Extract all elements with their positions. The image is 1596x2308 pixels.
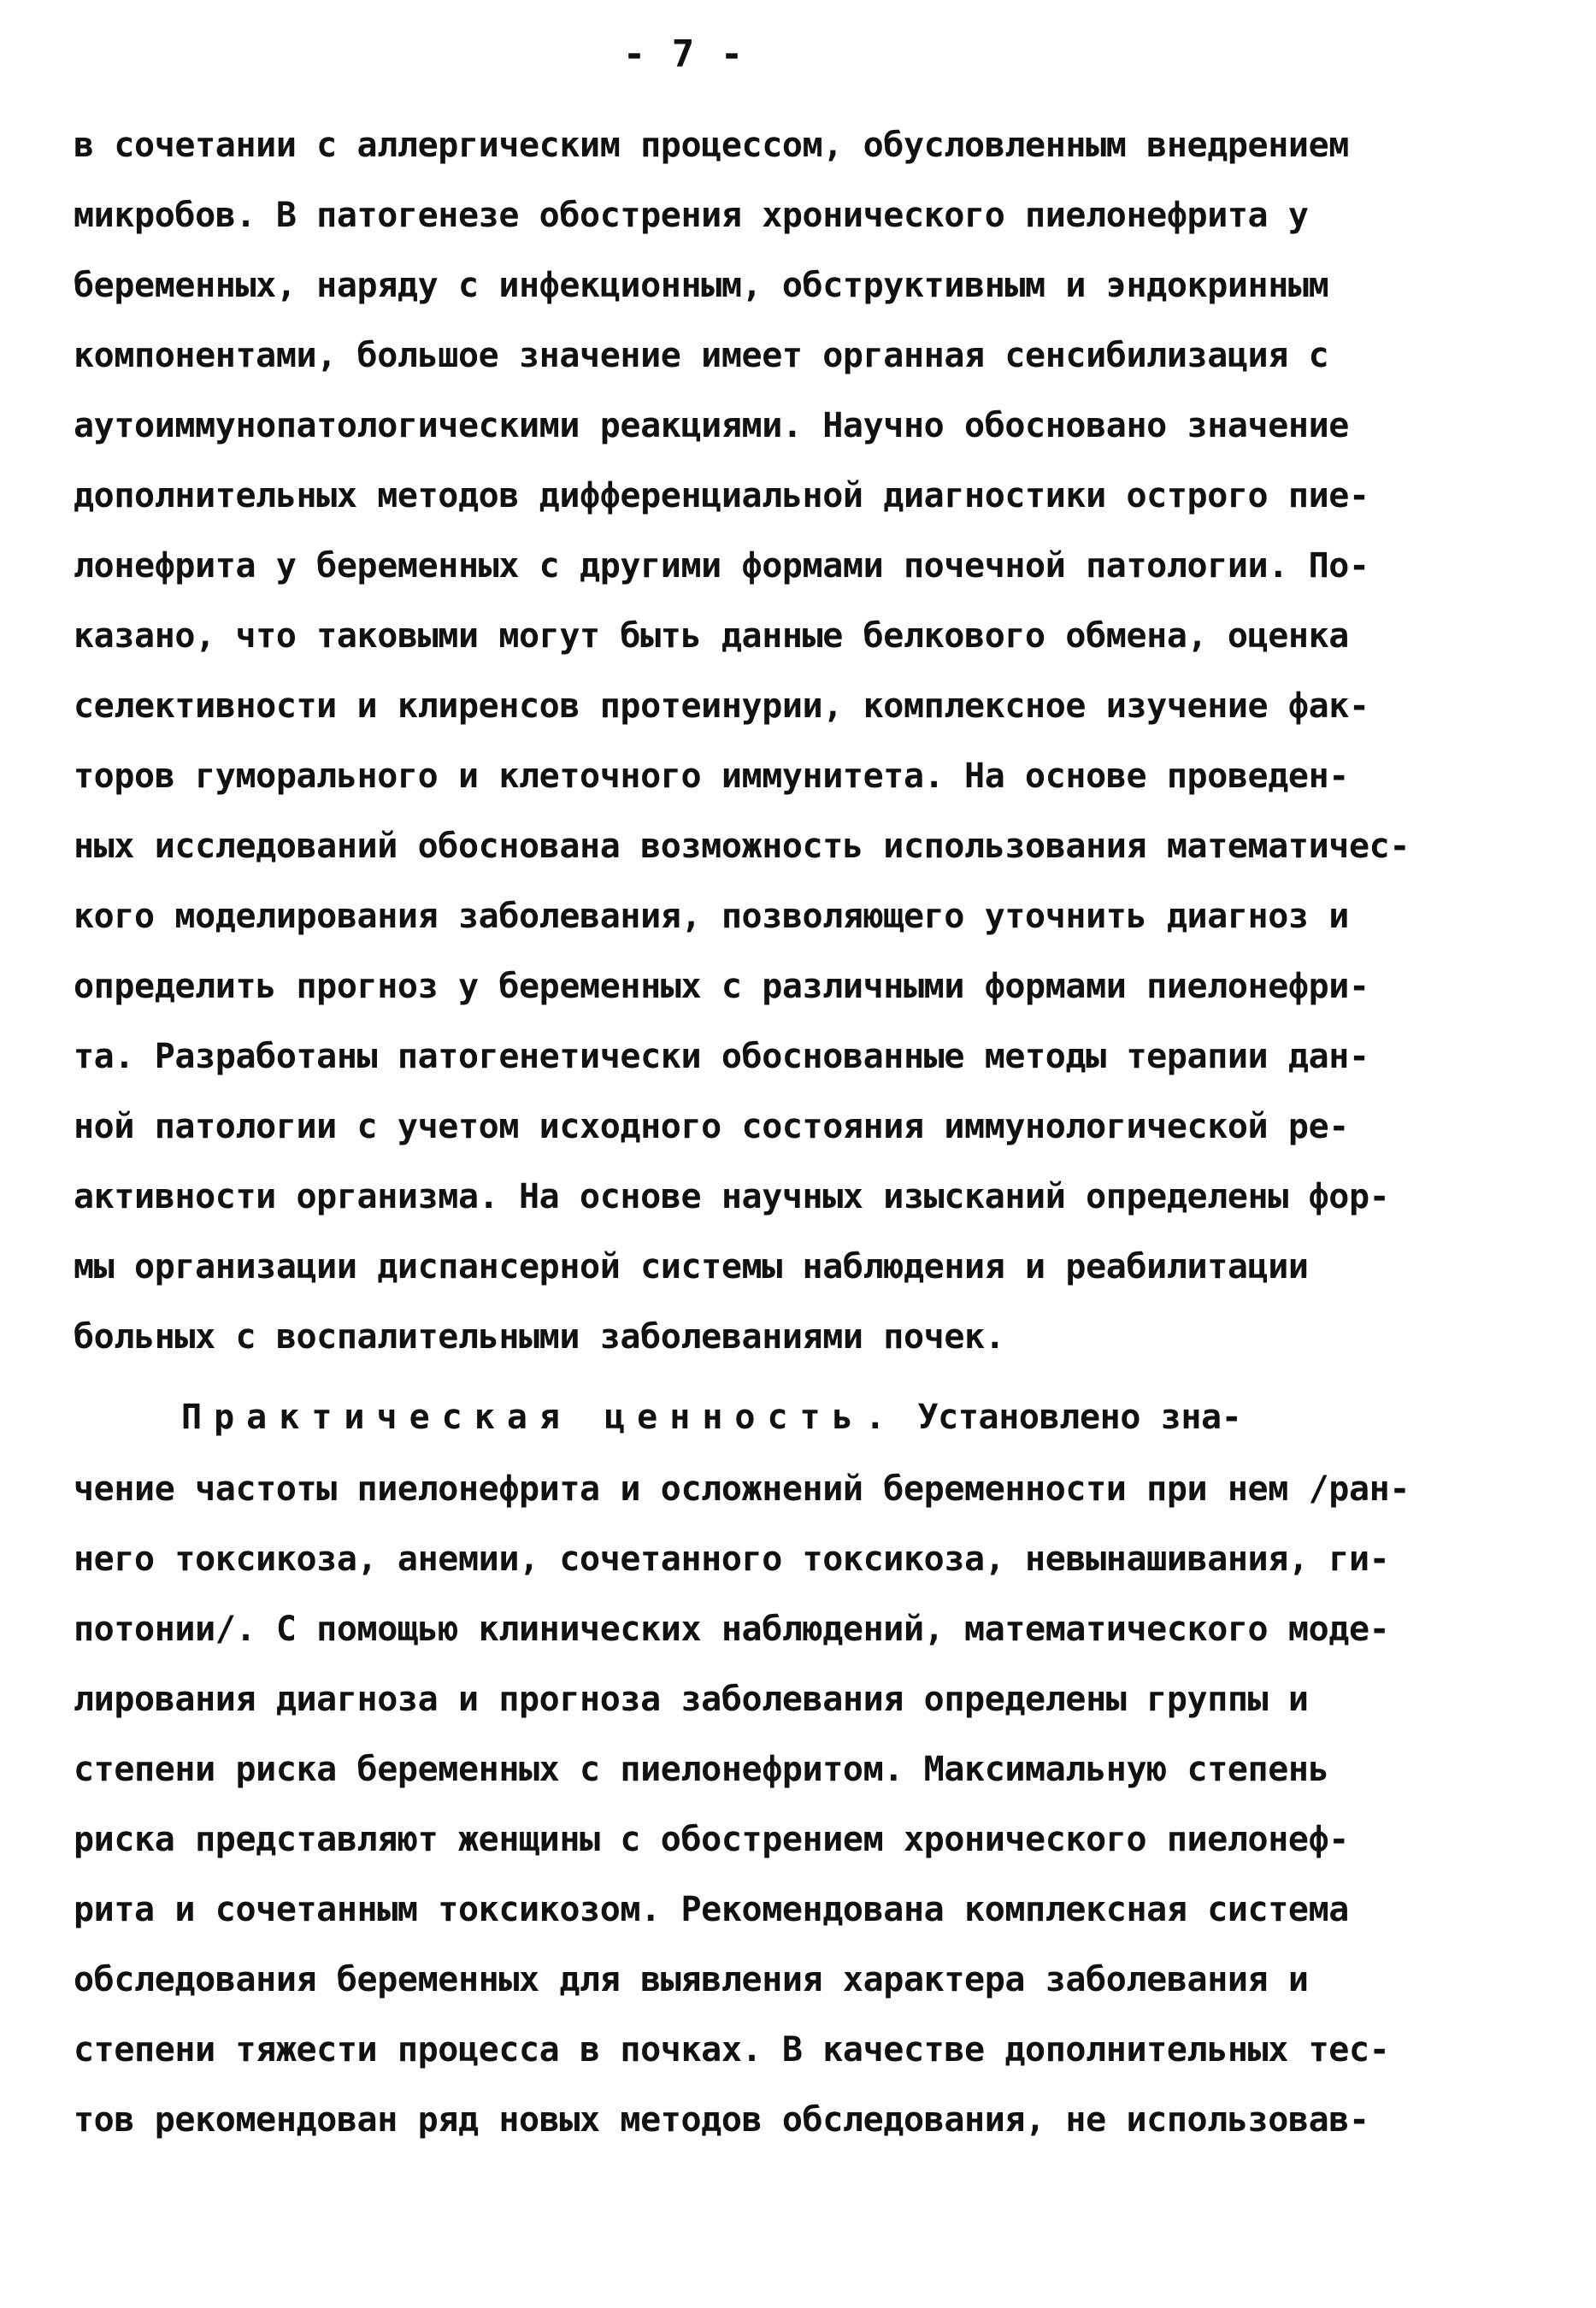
text-line: кого моделирования заболевания, позволяющего уточнить диагноз и bbox=[74, 897, 1349, 936]
text-line: та. Разработаны патогенетически обоснованные методы терапии дан- bbox=[74, 1037, 1369, 1076]
text-line: лонефрита у беременных с другими формами почечной патологии. По- bbox=[74, 546, 1369, 586]
text-line: селективности и клиренсов протеинурии, комплексное изучение фак- bbox=[74, 686, 1369, 726]
text-line: степени тяжести процесса в почках. В качестве дополнительных тес- bbox=[74, 2030, 1390, 2070]
text-line: мы организации диспансерной системы наблюдения и реабилитации bbox=[74, 1247, 1309, 1286]
text-line bbox=[181, 1392, 1241, 1443]
page-number: - 7 - bbox=[622, 32, 745, 76]
section-heading: Практическая ценность. bbox=[181, 1398, 898, 1437]
text-line: дополнительных методов дифференциальной диагностики острого пие- bbox=[74, 476, 1369, 515]
text-line: степени риска беременных с пиелонефритом. Максимальную степень bbox=[74, 1750, 1329, 1789]
text-line: риска представляют женщины с обострением хронического пиелонеф- bbox=[74, 1820, 1349, 1859]
text-line: аутоиммунопатологическими реакциями. Научно обосновано значение bbox=[74, 406, 1349, 445]
text-line: беременных, наряду с инфекционным, обструктивным и эндокринным bbox=[74, 266, 1329, 305]
text-line: казано, что таковыми могут быть данные белкового обмена, оценка bbox=[74, 616, 1349, 656]
text-line: рита и сочетанным токсикозом. Рекомендована комплексная система bbox=[74, 1890, 1349, 1929]
text-line: потонии/. С помощью клинических наблюдений, математического моде- bbox=[74, 1610, 1390, 1649]
text-line: ной патологии с учетом исходного состояния иммунологической ре- bbox=[74, 1107, 1349, 1146]
text-line: лирования диагноза и прогноза заболевания определены группы и bbox=[74, 1680, 1309, 1719]
heading-line-rest: Установлено зна- bbox=[897, 1398, 1242, 1437]
text-line: ных исследований обоснована возможность использования математичес- bbox=[74, 827, 1410, 866]
text-line: микробов. В патогенезе обострения хронического пиелонефрита у bbox=[74, 196, 1309, 235]
text-line: чение частоты пиелонефрита и осложнений беременности при нем /ран- bbox=[74, 1469, 1410, 1509]
text-line: компонентами, большое значение имеет органная сенсибилизация с bbox=[74, 336, 1329, 375]
text-line: торов гуморального и клеточного иммунитета. На основе проведен- bbox=[74, 757, 1349, 796]
text-line: обследования беременных для выявления характера заболевания и bbox=[74, 1960, 1309, 1999]
text-line: больных с воспалительными заболеваниями почек. bbox=[74, 1317, 1005, 1357]
text-line: определить прогноз у беременных с различными формами пиелонефри- bbox=[74, 967, 1369, 1006]
text-line: активности организма. На основе научных изысканий определены фор- bbox=[74, 1177, 1390, 1216]
text-line: него токсикоза, анемии, сочетанного токсикоза, невынашивания, ги- bbox=[74, 1540, 1390, 1579]
text-line: тов рекомендован ряд новых методов обследования, не использовав- bbox=[74, 2100, 1369, 2140]
text-line: в сочетании с аллергическим процессом, обусловленным внедрением bbox=[74, 126, 1349, 165]
